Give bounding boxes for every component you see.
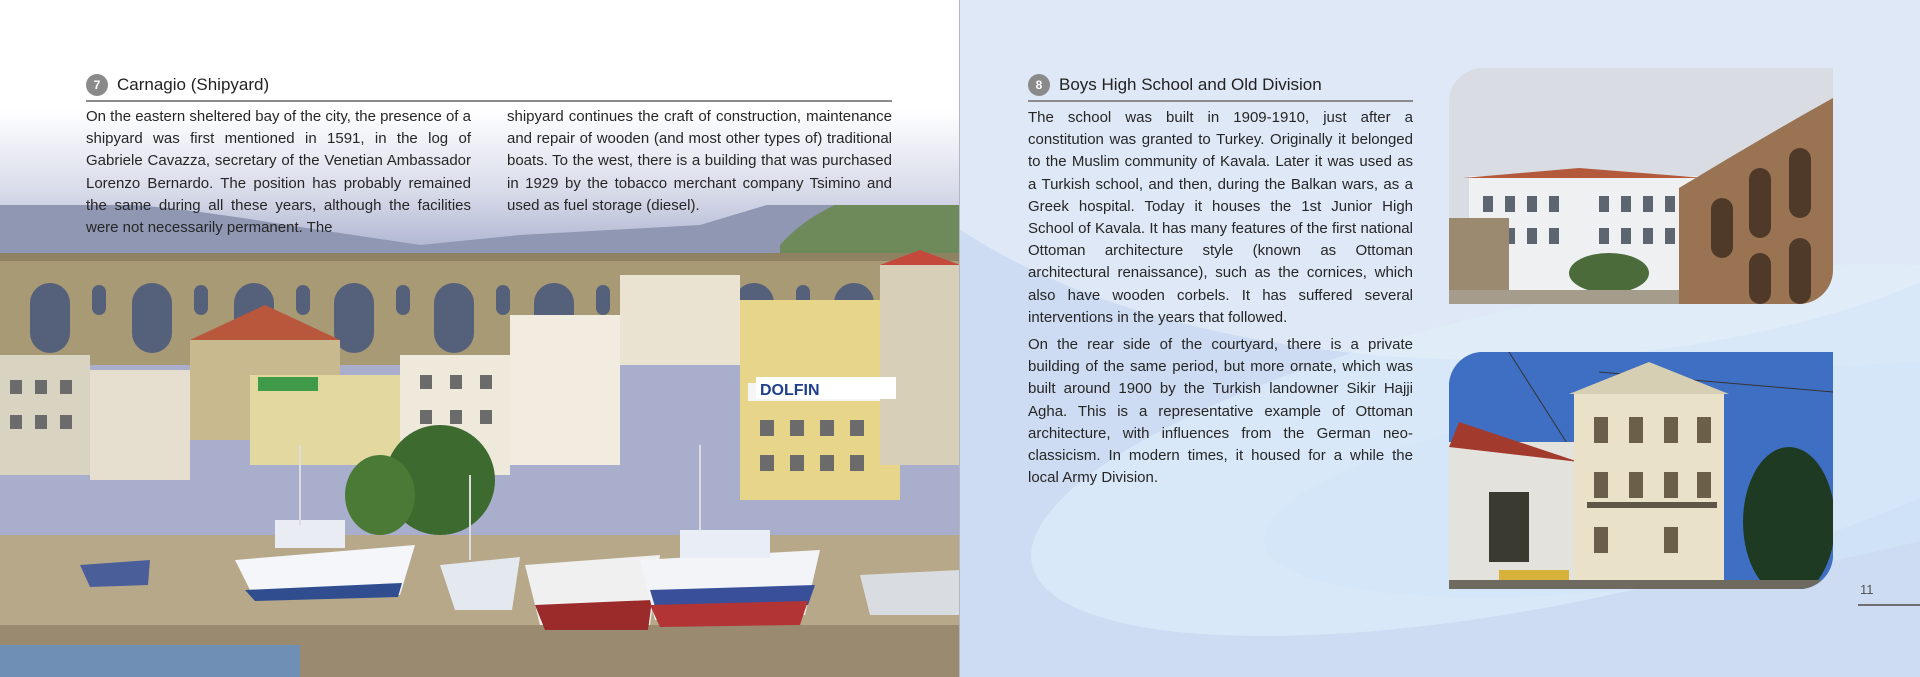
dolfin-sign: DOLFIN xyxy=(760,382,820,399)
section-title: Carnagio (Shipyard) xyxy=(117,75,270,94)
high-school-illustration xyxy=(1449,68,1833,304)
section-title: Boys High School and Old Division xyxy=(1059,75,1322,94)
harbour-photo xyxy=(0,205,960,677)
high-school-photo xyxy=(1449,68,1833,304)
section-7-heading xyxy=(86,74,269,96)
heading-rule xyxy=(86,100,892,102)
section-8-heading xyxy=(1028,74,1322,96)
text-column-2: shipyard continues the craft of construction, maintenance and repair of wooden (and most other types of) traditional boats. To the west, there is a building that was purchased in 1929 by the tobacco merchant company Tsimino and used as fuel storage (diesel). xyxy=(507,108,892,214)
text-column-1: On the eastern sheltered bay of the city, the presence of a shipyard was first mentioned in 1591, in the log of Gabriele Cavazza, secretary of the Venetian Ambassador Lorenzo Bernardo. The position has probably remained the same during all these years, although the facilities were not necessarily permanent. The xyxy=(86,108,471,237)
section-number-badge: 7 xyxy=(86,74,108,96)
text-column xyxy=(1028,107,1413,494)
heading-rule xyxy=(1028,100,1413,102)
army-division-illustration xyxy=(1449,352,1833,589)
paragraph-1: The school was built in 1909-1910, just after a constitution was granted to Turkey. Originally it belonged to the Muslim community of Kavala. Later it was used as a Turkish school, and then, during the Balkan wars, as a Greek hospital. Today it houses the 1st Junior High School of Kavala. It has many features of the first national Ottoman architecture style (known as Ottoman architectural renaissance), such as the cornices, which also have wooden corbels. It has suffered several interventions in the years that followed. xyxy=(1028,109,1413,326)
page-number: 11 xyxy=(1860,582,1874,597)
army-division-photo xyxy=(1449,352,1833,589)
right-page xyxy=(960,0,1920,677)
page-number-rule xyxy=(1858,604,1920,606)
section-number-badge: 8 xyxy=(1028,74,1050,96)
paragraph-2: On the rear side of the courtyard, there is a private building of the same period, but more ornate, which was built around 1900 by the Turkish landowner Sikir Hajji Agha. This is a representative example of Ottoman architecture, with influences from the German neo-classicism. In modern times, it housed for a while the local Army Division. xyxy=(1028,336,1413,487)
